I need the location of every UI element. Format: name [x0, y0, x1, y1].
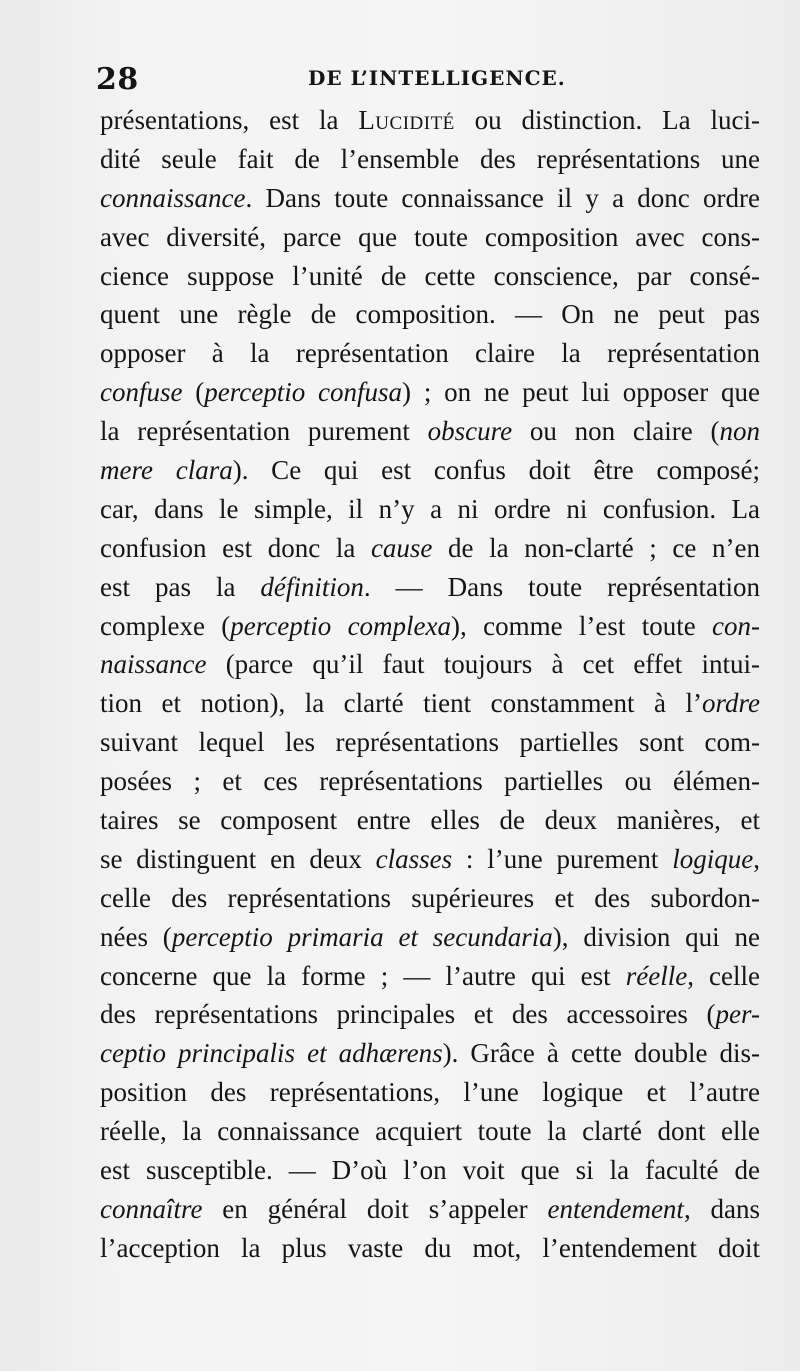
text-run: réelle, la connaissance acquiert toute la clarté dont elle: [100, 1116, 760, 1147]
text-run: ), comme l’est toute: [451, 610, 713, 641]
text-run: ) ; on ne peut lui opposer que: [402, 377, 761, 408]
text-run: concerne que la forme ; — l’autre qui est: [100, 960, 626, 991]
text-run: opposer à la représentation claire la représentation: [100, 338, 760, 369]
text-line: [100, 762, 760, 801]
running-head: DE L’INTELLIGENCE.: [308, 66, 566, 90]
text-run: position des représentations, l’une logique et l’autre: [100, 1077, 760, 1108]
italic-text: non: [719, 416, 760, 447]
text-line: [100, 1151, 760, 1190]
text-run: présentations, est la: [100, 105, 359, 135]
italic-text: cause: [370, 532, 433, 563]
text-line: [100, 957, 760, 996]
text-line: [100, 101, 760, 140]
italic-text: classes: [375, 843, 453, 874]
text-run: ). Ce qui est confus doit être composé;: [232, 455, 760, 486]
text-run: nées (: [100, 921, 172, 952]
page-header: [96, 62, 756, 100]
text-run: tion et notion), la clarté tient constamment à l’: [100, 688, 702, 719]
text-line: [100, 1112, 760, 1151]
text-run: . Dans toute connaissance il y a donc ordre: [245, 182, 760, 213]
text-run: suivant lequel les représentations partielles sont com-: [100, 727, 760, 758]
italic-text: connaître: [100, 1193, 203, 1224]
italic-text: connaissance: [100, 182, 246, 213]
italic-text: réelle: [625, 960, 688, 991]
italic-text: obscure: [427, 416, 513, 447]
text-line: [100, 257, 760, 296]
text-run: l’acception la plus vaste du mot, l’entendement doit: [100, 1232, 760, 1263]
text-run: car, dans le simple, il n’y a ni ordre ni confusion. La: [100, 493, 760, 524]
text-line: [100, 568, 760, 607]
italic-text: ceptio principalis et adhærens: [100, 1038, 443, 1069]
italic-text: perceptio confusa: [204, 377, 403, 408]
italic-text: mere clara: [100, 455, 233, 486]
italic-text: confuse: [100, 377, 183, 408]
italic-text: con-: [712, 610, 761, 641]
text-line: [100, 1190, 760, 1229]
text-line: [100, 1229, 760, 1268]
italic-text: naissance: [100, 649, 207, 680]
text-run: de la non-clarté ; ce n’en: [432, 532, 760, 563]
text-line: [100, 373, 760, 412]
text-run: se distinguent en deux: [100, 843, 376, 874]
text-run: ,: [753, 843, 760, 874]
text-run: ou non claire (: [512, 416, 720, 447]
italic-text: définition: [260, 571, 364, 602]
text-line: [100, 607, 760, 646]
italic-text: perceptio complexa: [230, 610, 452, 641]
small-caps-text: Lucidité: [358, 105, 455, 135]
text-run: posées ; et ces représentations partielles ou élémen-: [100, 766, 760, 797]
text-run: quent une règle de composition. — On ne peut pas: [100, 299, 760, 330]
body-text: [100, 101, 760, 1268]
text-run: cience suppose l’unité de cette conscience, par consé-: [100, 260, 760, 291]
italic-text: entendement: [547, 1193, 684, 1224]
text-line: [100, 1073, 760, 1112]
text-run: des représentations principales et des accessoires (: [100, 999, 716, 1030]
text-run: en général doit s’appeler: [202, 1193, 548, 1224]
text-line: [100, 723, 760, 762]
text-line: [100, 218, 760, 257]
text-run: : l’une purement: [452, 843, 673, 874]
text-line: [100, 918, 760, 957]
text-run: dité seule fait de l’ensemble des représentations une: [100, 143, 760, 174]
text-line: [100, 801, 760, 840]
italic-text: per-: [715, 999, 760, 1030]
text-line: [100, 879, 760, 918]
text-run: complexe (: [100, 610, 231, 641]
text-run: (parce qu’il faut toujours à cet effet intui-: [206, 649, 760, 680]
text-run: . — Dans toute représentation: [363, 571, 760, 602]
text-run: est susceptible. — D’où l’on voit que si la faculté de: [100, 1155, 760, 1186]
text-line: [100, 529, 760, 568]
page-number: 28: [96, 62, 139, 97]
text-run: celle des représentations supérieures et des subordon-: [100, 882, 760, 913]
text-run: la représentation purement: [100, 416, 428, 447]
text-run: (: [182, 377, 205, 408]
text-line: [100, 840, 760, 879]
text-line: [100, 140, 760, 179]
text-run: ), division qui ne: [552, 921, 761, 952]
text-line: [100, 179, 760, 218]
text-run: est pas la: [100, 571, 261, 602]
text-line: [100, 451, 760, 490]
text-run: confusion est donc la: [100, 532, 371, 563]
text-run: taires se composent entre elles de deux manières, et: [100, 805, 760, 836]
text-line: [100, 645, 760, 684]
text-run: ). Grâce à cette double dis-: [442, 1038, 760, 1069]
text-line: [100, 412, 760, 451]
text-run: , celle: [687, 960, 760, 991]
text-line: [100, 1034, 760, 1073]
text-line: [100, 295, 760, 334]
text-run: , dans: [683, 1193, 761, 1224]
text-line: [100, 995, 760, 1034]
italic-text: ordre: [702, 688, 760, 719]
text-line: [100, 490, 760, 529]
text-line: [100, 334, 760, 373]
text-run: avec diversité, parce que toute composition avec cons-: [100, 221, 760, 252]
text-line: [100, 684, 760, 723]
italic-text: perceptio primaria et secundaria: [171, 921, 553, 952]
text-run: ou distinction. La luci-: [454, 105, 760, 135]
italic-text: logique: [672, 843, 754, 874]
